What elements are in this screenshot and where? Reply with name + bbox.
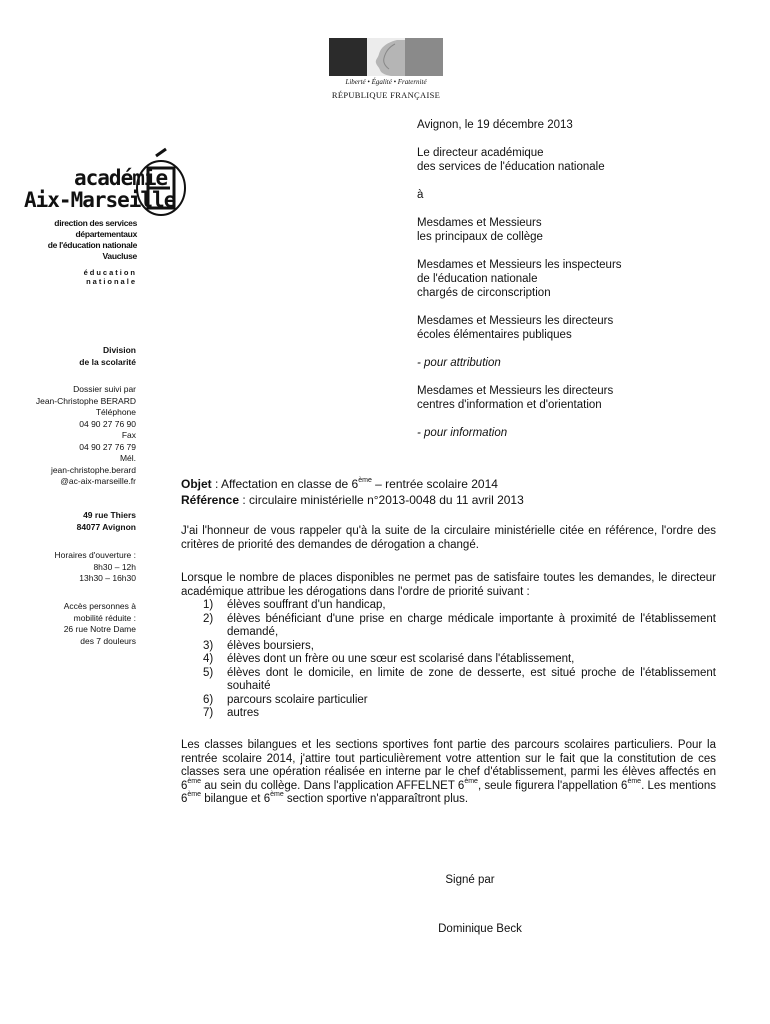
list-item: 1) élèves souffrant d'un handicap, xyxy=(203,599,386,611)
signer-name: Dominique Beck xyxy=(438,923,522,935)
academie-e-emblem-icon xyxy=(134,146,189,218)
republique-francaise-logo xyxy=(325,38,447,104)
republic-name: RÉPUBLIQUE FRANÇAISE xyxy=(331,90,441,100)
paragraph-2: Lorsque le nombre de places disponibles ne permet pas de satisfaire toutes les demandes, le directeur académique attribue les dérogations dans l'ordre de priorité suivant : 1) élèves souffrant d'un handicap, 2) élèves bénéficiant d'une prise en charge médicale importante à proximité de l'établissement demandé, 3) élèves boursiers, 4) élèves dont un frère ou une sœur est scolarisé dans l'établissement, 5) élèves dont le domicile, en limite de zone de desserte, est situé proche de l'établissement souhaité 6) parcours scolaire particulier 7) autres xyxy=(181,572,716,719)
signed-by: Signé par xyxy=(445,874,495,886)
sidebar-hours: Horaires d'ouverture : 8h30 – 12h 13h30 – 16h30 xyxy=(54,550,136,583)
flag-emblem xyxy=(329,38,443,76)
republic-motto: Liberté • Égalité • Fraternité xyxy=(345,78,427,86)
attribution-note: - pour attribution xyxy=(417,357,501,369)
object-line: Objet : Affectation en classe de 6ème – rentrée scolaire 2014 xyxy=(181,477,498,491)
academie-logo xyxy=(24,146,194,291)
aix-marseille-word: Aix-Marseille xyxy=(24,188,176,212)
address-block xyxy=(417,118,717,440)
email-link-part1[interactable]: jean-christophe.berard xyxy=(50,464,136,475)
academie-subtitle: direction des services départementaux de l'éducation nationale Vaucluse xyxy=(47,218,137,261)
sidebar-access: Accès personnes à mobilité réduite : 26 rue Notre Dame des 7 douleurs xyxy=(63,601,136,646)
paragraph-3: Les classes bilangues et les sections sportives font partie des parcours scolaires particuliers. Pour la rentrée scolaire 2014, j'attire tout particulièrement votre attention sur le fait que la constitution de ces classes sera une opération réalisée en interne par le chef d'établissement, parmi les élèves affectés en 6ème au sein du collège. Dans l'application AFFELNET 6ème, seule figurera l'appellation 6ème. Les mentions 6ème bilangue et 6ème section sportive n'apparaîtront plus. xyxy=(181,739,716,805)
object-reference xyxy=(181,476,716,508)
list-item: 3) élèves boursiers, xyxy=(203,639,314,652)
marianne-profile-icon xyxy=(367,38,405,76)
to-word: à xyxy=(417,189,424,201)
recipients-principals: Mesdames et Messieurs les principaux de collège xyxy=(417,217,543,243)
email-link-part2[interactable]: @ac-aix-marseille.fr xyxy=(60,476,136,486)
flag-band-red xyxy=(405,38,443,76)
information-note: - pour information xyxy=(417,427,508,439)
flag-band-white xyxy=(367,38,405,76)
recipients-directors-schools: Mesdames et Messieurs les directeurs écoles élémentaires publiques xyxy=(417,315,614,341)
list-item: 6) parcours scolaire particulier xyxy=(203,693,368,706)
education-nationale-mark: éducation nationale xyxy=(83,268,137,286)
sender: Le directeur académique des services de l'éducation nationale xyxy=(417,147,605,173)
reference-line: Référence : circulaire ministérielle n°2013-0048 du 11 avril 2013 xyxy=(181,493,524,507)
paragraph-1: J'ai l'honneur de vous rappeler qu'à la suite de la circulaire ministérielle citée en référence, l'ordre des critères de priorité des demandes de dérogation a changé. xyxy=(181,525,716,551)
sidebar-address: 49 rue Thiers 84077 Avignon xyxy=(76,510,136,532)
list-item: 5) élèves dont le domicile, en limite de zone de desserte, est situé proche de l'établissement souhaité xyxy=(203,666,716,692)
list-item: 2) élèves bénéficiant d'une prise en charge médicale importante à proximité de l'établissement demandé, xyxy=(203,612,716,638)
academie-word: académie xyxy=(74,166,168,190)
priority-list xyxy=(181,599,716,721)
recipients-directors-cio: Mesdames et Messieurs les directeurs centres d'information et d'orientation xyxy=(417,385,614,411)
list-item: 7) autres xyxy=(203,707,259,719)
sidebar-contact: Dossier suivi par Jean-Christophe BERARD Téléphone 04 90 27 76 90 Fax 04 90 27 76 79 Mél. jean-christophe.berard @ac-aix-marseille.fr xyxy=(18,384,136,488)
letter-date: Avignon, le 19 décembre 2013 xyxy=(417,119,573,131)
sidebar-division: Division de la scolarité xyxy=(79,345,136,367)
flag-band-blue xyxy=(329,38,367,76)
list-item: 4) élèves dont un frère ou une sœur est scolarisé dans l'établissement, xyxy=(203,653,575,665)
recipients-inspectors: Mesdames et Messieurs les inspecteurs de l'éducation nationale chargés de circonscription xyxy=(417,259,622,299)
